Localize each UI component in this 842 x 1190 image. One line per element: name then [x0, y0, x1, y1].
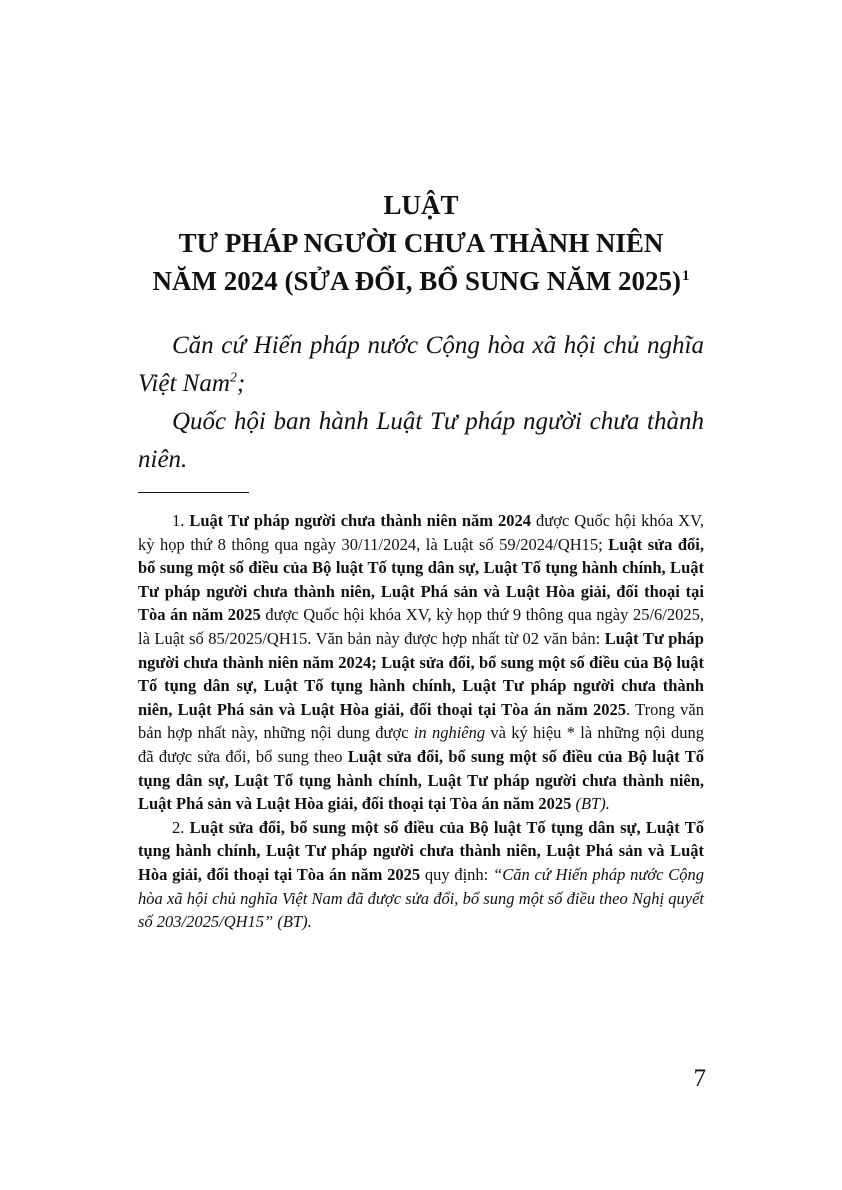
footnote-2 [138, 816, 704, 934]
footnote-1-text-b: được Quốc hội khóa XV, kỳ họp thứ 9 thông qua ngày 25/6/2025, là Luật số 85/2025/QH15. Văn bản này được hợp nhất từ 02 văn bản: [138, 605, 704, 648]
page-number: 7 [693, 1065, 706, 1092]
preamble-basis-end: ; [236, 370, 246, 397]
footnote-ref-1[interactable]: 1 [682, 268, 690, 284]
footnote-1 [138, 509, 704, 816]
title-line-3 [100, 262, 742, 300]
footnote-1-bt-marker: (BT). [571, 794, 610, 814]
preamble [138, 327, 704, 479]
law-title [100, 186, 742, 300]
title-line-2: TƯ PHÁP NGƯỜI CHƯA THÀNH NIÊN [178, 228, 664, 258]
footnote-1-consolidated-sources: Luật Tư pháp người chưa thành niên năm 2024; Luật sửa đổi, bổ sung một số điều của Bộ luật Tố tụng dân sự, Luật Tố tụng hành chính, Luật Tư pháp người chưa thành niên, Luật Phá sản và Luật Hòa giải, đối thoại tại Tòa án năm 2025 [138, 628, 704, 719]
preamble-basis [138, 327, 704, 403]
preamble-basis-text: Căn cứ Hiến pháp nước Cộng hòa xã hội chủ nghĩa Việt Nam [138, 332, 704, 397]
footnote-2-number: 2. [172, 817, 190, 837]
footnote-2-quote: “Căn cứ Hiến pháp nước Cộng hòa xã hội chủ nghĩa Việt Nam đã được sửa đổi, bổ sung một số điều theo Nghị quyết số 203/2025/QH15” (BT). [138, 864, 705, 932]
footnotes [138, 509, 704, 934]
footnote-2-text-a: quy định: [420, 864, 494, 884]
title-line-3-text: NĂM 2024 (SỬA ĐỔI, BỔ SUNG NĂM 2025) [152, 266, 681, 296]
footnote-1-number: 1. [172, 511, 190, 530]
footnote-1-law-2024: Luật Tư pháp người chưa thành niên năm 2024 [189, 511, 532, 530]
footnote-ref-2[interactable]: 2 [229, 370, 237, 386]
footnote-1-text-c: . Trong văn bản hợp nhất này, những nội dung được [138, 699, 704, 743]
footnote-2-amending-law: Luật sửa đổi, bổ sung một số điều của Bộ luật Tố tụng dân sự, Luật Tố tụng hành chính, Luật Tư pháp người chưa thành niên, Luật Phá sản và Luật Hòa giải, đối thoại tại Tòa án năm 2025 [138, 817, 705, 884]
preamble-enactment: Quốc hội ban hành Luật Tư pháp người chưa thành niên. [138, 408, 704, 473]
title-line-1: LUẬT [383, 190, 459, 220]
footnote-1-amending-law-repeat: Luật sửa đổi, bổ sung một số điều của Bộ luật Tố tụng dân sự, Luật Tố tụng hành chính, Luật Tư pháp người chưa thành niên, Luật Phá sản và Luật Hòa giải, đối thoại tại Tòa án năm 2025 [138, 746, 704, 814]
footnote-1-italic-term: in nghiêng [413, 723, 486, 743]
footnote-1-text-d: và ký hiệu * là những nội dung đã được sửa đổi, bổ sung theo [138, 723, 704, 766]
footnote-1-amending-law: Luật sửa đổi, bổ sung một số điều của Bộ luật Tố tụng dân sự, Luật Tố tụng hành chính, Luật Tư pháp người chưa thành niên, Luật Phá sản và Luật Hòa giải, đối thoại tại Tòa án năm 2025 [138, 534, 704, 625]
footnote-separator [138, 492, 249, 493]
footnote-1-text-a: được Quốc hội khóa XV, kỳ họp thứ 8 thông qua ngày 30/11/2024, là Luật số 59/2024/QH15; [138, 511, 705, 554]
